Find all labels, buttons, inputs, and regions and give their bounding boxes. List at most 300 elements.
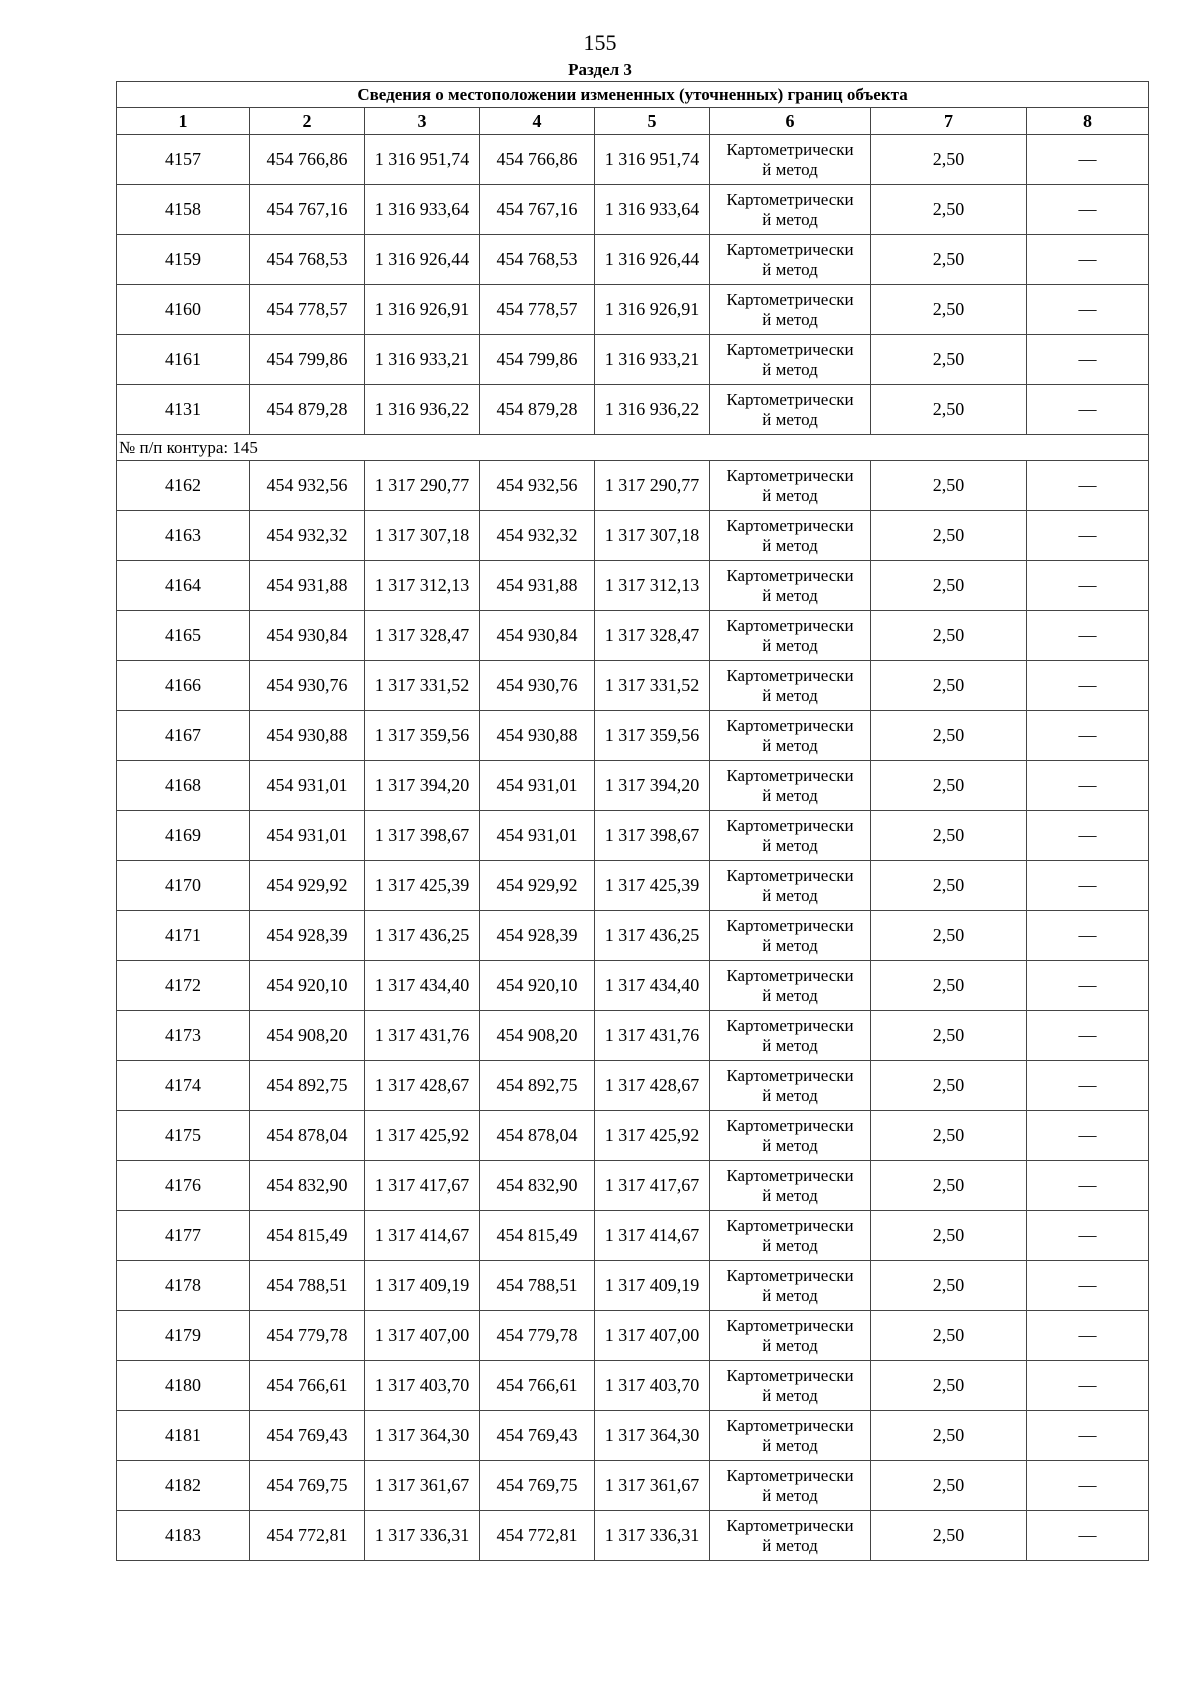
table-row	[117, 1511, 1149, 1561]
coord-cell: 454 779,78	[480, 1311, 595, 1361]
coord-cell: 1 316 926,91	[365, 285, 480, 335]
point-id-cell: 4170	[117, 861, 250, 911]
coord-cell: 1 317 431,76	[365, 1011, 480, 1061]
coord-cell: 1 317 312,13	[595, 561, 710, 611]
coord-cell: 1 317 290,77	[595, 461, 710, 511]
coord-cell: 1 317 434,40	[365, 961, 480, 1011]
method-text-line2: й метод	[762, 585, 818, 605]
method-cell	[710, 235, 871, 285]
coord-cell: 1 317 414,67	[595, 1211, 710, 1261]
dash-cell: —	[1027, 1311, 1149, 1361]
coord-cell: 454 932,32	[480, 511, 595, 561]
point-id-cell: 4177	[117, 1211, 250, 1261]
table-row	[117, 1461, 1149, 1511]
dash-cell: —	[1027, 1361, 1149, 1411]
table-row	[117, 811, 1149, 861]
method-text-line1: Картометрически	[726, 915, 854, 935]
coord-cell: 1 317 434,40	[595, 961, 710, 1011]
coord-cell: 1 316 951,74	[595, 135, 710, 185]
method-text-line1: Картометрически	[726, 615, 854, 635]
accuracy-cell: 2,50	[871, 1411, 1027, 1461]
table-row	[117, 1311, 1149, 1361]
method-text-line1: Картометрически	[726, 1215, 854, 1235]
section-title: Раздел 3	[568, 60, 632, 79]
dash-cell: —	[1027, 861, 1149, 911]
coord-cell: 454 766,86	[480, 135, 595, 185]
method-cell	[710, 861, 871, 911]
dash-cell: —	[1027, 511, 1149, 561]
method-cell	[710, 1111, 871, 1161]
accuracy-cell: 2,50	[871, 511, 1027, 561]
coord-cell: 1 316 926,44	[365, 235, 480, 285]
dash-cell: —	[1027, 385, 1149, 435]
table-row	[117, 611, 1149, 661]
dash-cell: —	[1027, 911, 1149, 961]
coord-cell: 1 316 936,22	[365, 385, 480, 435]
table-caption: Сведения о местоположении измененных (уточненных) границ объекта	[117, 82, 1149, 108]
point-id-cell: 4167	[117, 711, 250, 761]
method-text-line2: й метод	[762, 159, 818, 179]
method-text-line1: Картометрически	[726, 765, 854, 785]
coord-cell: 1 317 403,70	[365, 1361, 480, 1411]
method-text-line1: Картометрически	[726, 1115, 854, 1135]
method-text-line2: й метод	[762, 1285, 818, 1305]
coord-cell: 454 788,51	[250, 1261, 365, 1311]
coord-cell: 454 799,86	[250, 335, 365, 385]
table-row	[117, 661, 1149, 711]
point-id-cell: 4173	[117, 1011, 250, 1061]
point-id-cell: 4174	[117, 1061, 250, 1111]
method-cell	[710, 611, 871, 661]
point-id-cell: 4175	[117, 1111, 250, 1161]
coord-cell: 1 317 307,18	[595, 511, 710, 561]
accuracy-cell: 2,50	[871, 761, 1027, 811]
contour-label: № п/п контура: 145	[117, 435, 1149, 461]
coord-cell: 1 317 336,31	[595, 1511, 710, 1561]
coord-cell: 1 317 425,92	[365, 1111, 480, 1161]
dash-cell: —	[1027, 1111, 1149, 1161]
method-cell	[710, 811, 871, 861]
table-row	[117, 1011, 1149, 1061]
coord-cell: 454 908,20	[250, 1011, 365, 1061]
method-cell	[710, 1261, 871, 1311]
coord-cell: 454 832,90	[250, 1161, 365, 1211]
accuracy-cell: 2,50	[871, 811, 1027, 861]
point-id-cell: 4165	[117, 611, 250, 661]
table-row	[117, 861, 1149, 911]
method-text-line2: й метод	[762, 1185, 818, 1205]
method-cell	[710, 1011, 871, 1061]
method-text-line2: й метод	[762, 1085, 818, 1105]
coord-cell: 454 879,28	[480, 385, 595, 435]
point-id-cell: 4163	[117, 511, 250, 561]
coord-cell: 1 317 409,19	[365, 1261, 480, 1311]
point-id-cell: 4131	[117, 385, 250, 435]
table-row	[117, 1361, 1149, 1411]
coord-cell: 454 778,57	[250, 285, 365, 335]
method-cell	[710, 911, 871, 961]
table-row	[117, 1261, 1149, 1311]
method-text-line2: й метод	[762, 1035, 818, 1055]
dash-cell: —	[1027, 185, 1149, 235]
method-text-line2: й метод	[762, 535, 818, 555]
column-number: 6	[710, 108, 871, 135]
accuracy-cell: 2,50	[871, 1111, 1027, 1161]
column-number: 2	[250, 108, 365, 135]
coord-cell: 1 317 425,39	[595, 861, 710, 911]
dash-cell: —	[1027, 285, 1149, 335]
method-text-line1: Картометрически	[726, 665, 854, 685]
page-number: 155	[583, 30, 617, 55]
method-text-line2: й метод	[762, 1535, 818, 1555]
point-id-cell: 4171	[117, 911, 250, 961]
accuracy-cell: 2,50	[871, 961, 1027, 1011]
coord-cell: 454 920,10	[250, 961, 365, 1011]
coord-cell: 454 928,39	[250, 911, 365, 961]
coord-cell: 454 766,61	[250, 1361, 365, 1411]
coord-cell: 454 772,81	[250, 1511, 365, 1561]
method-cell	[710, 511, 871, 561]
method-text-line2: й метод	[762, 685, 818, 705]
method-text-line1: Картометрически	[726, 1065, 854, 1085]
coord-cell: 454 892,75	[480, 1061, 595, 1111]
dash-cell: —	[1027, 1511, 1149, 1561]
method-cell	[710, 561, 871, 611]
method-text-line1: Картометрически	[726, 389, 854, 409]
accuracy-cell: 2,50	[871, 1211, 1027, 1261]
point-id-cell: 4172	[117, 961, 250, 1011]
coord-cell: 454 769,75	[250, 1461, 365, 1511]
coord-cell: 1 316 933,21	[595, 335, 710, 385]
accuracy-cell: 2,50	[871, 1461, 1027, 1511]
method-text-line2: й метод	[762, 1235, 818, 1255]
accuracy-cell: 2,50	[871, 561, 1027, 611]
coord-cell: 454 892,75	[250, 1061, 365, 1111]
accuracy-cell: 2,50	[871, 1261, 1027, 1311]
table-row	[117, 1211, 1149, 1261]
coord-cell: 454 769,43	[250, 1411, 365, 1461]
table-row	[117, 961, 1149, 1011]
coord-cell: 454 767,16	[480, 185, 595, 235]
point-id-cell: 4164	[117, 561, 250, 611]
coord-cell: 454 799,86	[480, 335, 595, 385]
accuracy-cell: 2,50	[871, 335, 1027, 385]
method-text-line1: Картометрически	[726, 1415, 854, 1435]
accuracy-cell: 2,50	[871, 135, 1027, 185]
method-text-line1: Картометрически	[726, 1465, 854, 1485]
coord-cell: 454 788,51	[480, 1261, 595, 1311]
method-cell	[710, 1511, 871, 1561]
table-row	[117, 235, 1149, 285]
method-text-line2: й метод	[762, 209, 818, 229]
table-caption-row	[117, 82, 1149, 108]
coord-cell: 1 316 933,64	[595, 185, 710, 235]
coord-cell: 1 317 312,13	[365, 561, 480, 611]
accuracy-cell: 2,50	[871, 185, 1027, 235]
coord-cell: 454 931,01	[250, 761, 365, 811]
coord-cell: 454 931,01	[480, 761, 595, 811]
dash-cell: —	[1027, 1161, 1149, 1211]
column-number-row	[117, 108, 1149, 135]
coord-cell: 1 316 951,74	[365, 135, 480, 185]
coord-cell: 454 878,04	[250, 1111, 365, 1161]
coord-cell: 1 317 364,30	[365, 1411, 480, 1461]
accuracy-cell: 2,50	[871, 1161, 1027, 1211]
coord-cell: 454 768,53	[480, 235, 595, 285]
coord-cell: 454 931,01	[480, 811, 595, 861]
coord-cell: 1 317 394,20	[365, 761, 480, 811]
coord-cell: 454 932,56	[480, 461, 595, 511]
coord-cell: 454 930,76	[250, 661, 365, 711]
point-id-cell: 4181	[117, 1411, 250, 1461]
method-cell	[710, 1361, 871, 1411]
point-id-cell: 4162	[117, 461, 250, 511]
coord-cell: 454 908,20	[480, 1011, 595, 1061]
dash-cell: —	[1027, 761, 1149, 811]
point-id-cell: 4159	[117, 235, 250, 285]
coord-cell: 1 317 431,76	[595, 1011, 710, 1061]
table-row	[117, 335, 1149, 385]
accuracy-cell: 2,50	[871, 1061, 1027, 1111]
method-text-line1: Картометрически	[726, 565, 854, 585]
column-number: 3	[365, 108, 480, 135]
method-text-line2: й метод	[762, 985, 818, 1005]
dash-cell: —	[1027, 1061, 1149, 1111]
coord-cell: 454 769,75	[480, 1461, 595, 1511]
coord-cell: 1 316 926,44	[595, 235, 710, 285]
method-text-line2: й метод	[762, 1335, 818, 1355]
coord-cell: 1 317 436,25	[365, 911, 480, 961]
accuracy-cell: 2,50	[871, 461, 1027, 511]
method-text-line2: й метод	[762, 409, 818, 429]
dash-cell: —	[1027, 235, 1149, 285]
coord-cell: 454 930,84	[480, 611, 595, 661]
method-cell	[710, 335, 871, 385]
coord-cell: 1 317 425,92	[595, 1111, 710, 1161]
coord-cell: 1 317 361,67	[595, 1461, 710, 1511]
method-text-line1: Картометрически	[726, 1315, 854, 1335]
coord-cell: 1 317 361,67	[365, 1461, 480, 1511]
dash-cell: —	[1027, 961, 1149, 1011]
accuracy-cell: 2,50	[871, 661, 1027, 711]
dash-cell: —	[1027, 561, 1149, 611]
method-text-line1: Картометрически	[726, 239, 854, 259]
method-text-line2: й метод	[762, 635, 818, 655]
coord-cell: 1 317 331,52	[365, 661, 480, 711]
coord-cell: 454 768,53	[250, 235, 365, 285]
coord-cell: 454 930,84	[250, 611, 365, 661]
accuracy-cell: 2,50	[871, 1511, 1027, 1561]
point-id-cell: 4183	[117, 1511, 250, 1561]
point-id-cell: 4157	[117, 135, 250, 185]
accuracy-cell: 2,50	[871, 611, 1027, 661]
method-text-line1: Картометрически	[726, 465, 854, 485]
method-text-line1: Картометрически	[726, 189, 854, 209]
coord-cell: 454 815,49	[250, 1211, 365, 1261]
method-text-line2: й метод	[762, 309, 818, 329]
coord-cell: 454 769,43	[480, 1411, 595, 1461]
dash-cell: —	[1027, 611, 1149, 661]
coord-cell: 454 931,88	[250, 561, 365, 611]
accuracy-cell: 2,50	[871, 861, 1027, 911]
method-cell	[710, 1161, 871, 1211]
dash-cell: —	[1027, 1211, 1149, 1261]
dash-cell: —	[1027, 135, 1149, 185]
coord-cell: 1 317 428,67	[595, 1061, 710, 1111]
dash-cell: —	[1027, 461, 1149, 511]
point-id-cell: 4182	[117, 1461, 250, 1511]
point-id-cell: 4178	[117, 1261, 250, 1311]
coord-cell: 454 766,86	[250, 135, 365, 185]
accuracy-cell: 2,50	[871, 1011, 1027, 1061]
method-text-line1: Картометрически	[726, 289, 854, 309]
coord-cell: 1 317 394,20	[595, 761, 710, 811]
coord-cell: 454 930,88	[480, 711, 595, 761]
coord-cell: 454 766,61	[480, 1361, 595, 1411]
coord-cell: 1 317 409,19	[595, 1261, 710, 1311]
table-row	[117, 385, 1149, 435]
coord-cell: 454 928,39	[480, 911, 595, 961]
coord-cell: 1 317 417,67	[365, 1161, 480, 1211]
coord-cell: 1 317 336,31	[365, 1511, 480, 1561]
coord-cell: 1 317 436,25	[595, 911, 710, 961]
method-text-line2: й метод	[762, 1435, 818, 1455]
coord-cell: 454 930,76	[480, 661, 595, 711]
method-cell	[710, 711, 871, 761]
coord-cell: 1 317 417,67	[595, 1161, 710, 1211]
coord-cell: 1 317 425,39	[365, 861, 480, 911]
dash-cell: —	[1027, 711, 1149, 761]
dash-cell: —	[1027, 335, 1149, 385]
method-text-line1: Картометрически	[726, 965, 854, 985]
coord-cell: 1 316 936,22	[595, 385, 710, 435]
method-cell	[710, 1461, 871, 1511]
method-text-line2: й метод	[762, 359, 818, 379]
table-row	[117, 1111, 1149, 1161]
method-text-line2: й метод	[762, 785, 818, 805]
method-text-line2: й метод	[762, 259, 818, 279]
point-id-cell: 4180	[117, 1361, 250, 1411]
coord-cell: 1 317 398,67	[365, 811, 480, 861]
coord-cell: 454 929,92	[480, 861, 595, 911]
coord-cell: 454 772,81	[480, 1511, 595, 1561]
coord-cell: 454 932,56	[250, 461, 365, 511]
method-cell	[710, 385, 871, 435]
coord-cell: 454 815,49	[480, 1211, 595, 1261]
point-id-cell: 4166	[117, 661, 250, 711]
coord-cell: 1 317 398,67	[595, 811, 710, 861]
method-text-line1: Картометрически	[726, 1365, 854, 1385]
coord-cell: 454 930,88	[250, 711, 365, 761]
table-row	[117, 1411, 1149, 1461]
dash-cell: —	[1027, 1411, 1149, 1461]
method-text-line1: Картометрически	[726, 715, 854, 735]
accuracy-cell: 2,50	[871, 711, 1027, 761]
coord-cell: 1 316 933,64	[365, 185, 480, 235]
coord-cell: 1 317 359,56	[365, 711, 480, 761]
method-cell	[710, 461, 871, 511]
method-cell	[710, 1411, 871, 1461]
method-text-line1: Картометрически	[726, 1515, 854, 1535]
point-id-cell: 4168	[117, 761, 250, 811]
method-cell	[710, 285, 871, 335]
coord-cell: 1 316 926,91	[595, 285, 710, 335]
coord-cell: 1 317 407,00	[595, 1311, 710, 1361]
column-number: 7	[871, 108, 1027, 135]
method-text-line2: й метод	[762, 1385, 818, 1405]
column-number: 4	[480, 108, 595, 135]
accuracy-cell: 2,50	[871, 1361, 1027, 1411]
method-text-line2: й метод	[762, 1135, 818, 1155]
dash-cell: —	[1027, 1011, 1149, 1061]
coord-cell: 1 317 407,00	[365, 1311, 480, 1361]
table-row	[117, 461, 1149, 511]
table-row	[117, 711, 1149, 761]
method-cell	[710, 135, 871, 185]
coord-cell: 454 779,78	[250, 1311, 365, 1361]
coordinates-table	[116, 81, 1149, 1561]
coord-cell: 454 879,28	[250, 385, 365, 435]
method-text-line1: Картометрически	[726, 339, 854, 359]
point-id-cell: 4169	[117, 811, 250, 861]
method-text-line1: Картометрически	[726, 1265, 854, 1285]
accuracy-cell: 2,50	[871, 385, 1027, 435]
method-text-line1: Картометрически	[726, 1165, 854, 1185]
column-number: 8	[1027, 108, 1149, 135]
method-text-line1: Картометрически	[726, 1015, 854, 1035]
method-text-line2: й метод	[762, 885, 818, 905]
coord-cell: 1 317 331,52	[595, 661, 710, 711]
coord-cell: 454 778,57	[480, 285, 595, 335]
dash-cell: —	[1027, 1461, 1149, 1511]
coord-cell: 1 317 428,67	[365, 1061, 480, 1111]
coord-cell: 1 317 403,70	[595, 1361, 710, 1411]
table-row	[117, 911, 1149, 961]
method-text-line2: й метод	[762, 735, 818, 755]
table-row	[117, 185, 1149, 235]
point-id-cell: 4179	[117, 1311, 250, 1361]
method-cell	[710, 761, 871, 811]
coord-cell: 1 317 414,67	[365, 1211, 480, 1261]
method-cell	[710, 661, 871, 711]
coord-cell: 1 317 328,47	[365, 611, 480, 661]
method-cell	[710, 1061, 871, 1111]
column-number: 1	[117, 108, 250, 135]
coord-cell: 454 767,16	[250, 185, 365, 235]
method-text-line1: Картометрически	[726, 139, 854, 159]
table-row	[117, 511, 1149, 561]
table-row	[117, 1161, 1149, 1211]
coord-cell: 454 931,01	[250, 811, 365, 861]
point-id-cell: 4158	[117, 185, 250, 235]
coord-cell: 1 316 933,21	[365, 335, 480, 385]
dash-cell: —	[1027, 661, 1149, 711]
dash-cell: —	[1027, 1261, 1149, 1311]
method-text-line2: й метод	[762, 935, 818, 955]
method-cell	[710, 961, 871, 1011]
coord-cell: 1 317 328,47	[595, 611, 710, 661]
point-id-cell: 4176	[117, 1161, 250, 1211]
method-text-line1: Картометрически	[726, 515, 854, 535]
method-text-line2: й метод	[762, 1485, 818, 1505]
point-id-cell: 4161	[117, 335, 250, 385]
method-cell	[710, 185, 871, 235]
method-text-line2: й метод	[762, 485, 818, 505]
method-text-line1: Картометрически	[726, 815, 854, 835]
table-row	[117, 285, 1149, 335]
coord-cell: 454 920,10	[480, 961, 595, 1011]
coord-cell: 454 929,92	[250, 861, 365, 911]
